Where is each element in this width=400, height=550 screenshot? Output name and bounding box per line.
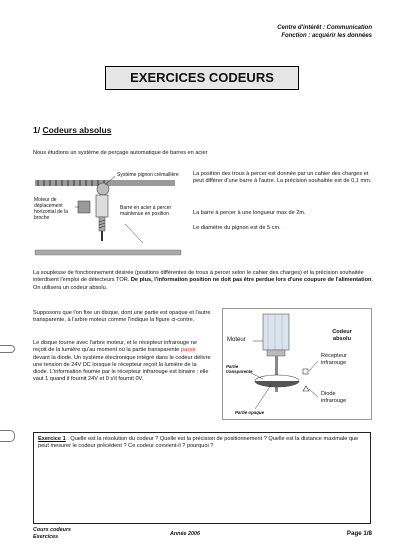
right-text-p2: La barre à percer à une longueur max de 2m. [193,210,306,216]
page-title: EXERCICES CODEURS [105,66,299,90]
receiver [303,369,308,374]
right-text-p3: Le diamètre du pignon est de 5 cm. [193,225,281,231]
spindle [96,195,108,217]
footer-center: Année 2006 [170,531,200,537]
footer-left-line1: Cours codeurs [33,527,72,533]
paragraph-2-end: . On utilisera un codeur absolu. [33,277,373,291]
left-text-p2-a: Le disque tourne avec l'arbre moteur, et le récepteur infrarouge ne reçoit de la lumière qu'au moment où la partie transparente [33,340,198,354]
exercise-text: : Quelle est la résolution du codeur ? Quelle est la précision de positionnement ? Quelle est la distance maximale que peut mesurer le codeur précédent ? Ce codeur convient-il ? pourquoi ? [38,436,359,450]
paragraph-2-normal: La souplesse de fonctionnement désirée (positions différentes de trous à percer selon le cahier des charges) et la précision souhaitée interdisent l'emploi de détecteurs TOR. [33,270,364,284]
label-codeur: Codeur absolu [323,329,361,343]
motor [78,201,90,213]
binder-mark-bottom [0,430,15,442]
paragraph-2-bold: De plus, l'information position ne doit pas être perdue lors d'une coupure de l'alimentation [130,277,372,284]
label-pignon: Système pignon crémaillère [117,172,179,178]
steel-bar [35,250,181,255]
exercise-label: Exercice 1 [38,436,66,442]
left-text-p2-b: devant la diode. Un système électronique intégré dans le codeur délivre une tension de 24V DC lorsque le récepteur reçoit la lumière de la diode. L'information fournie par le récepteur infrarouge est binaire : elle vaut 1 quand il fournit 24V et 0 s'il fournit 0V. [33,354,211,383]
section-number: 1/ [33,125,41,135]
intro-text: Nous étudions un système de perçage automatique de barres en acier [33,150,208,156]
left-text-p1: Supposons que l'on fixe un disque, dont une partie est opaque et l'autre transparente, à l'arbre moteur comme l'indique la figure ci-contre. [33,310,211,324]
label-diode: Diode infrarouge [321,391,347,404]
left-text-p2-red: passe [180,347,196,354]
header-line1: Centre d'intérêt : Communication [277,25,372,31]
footer-page-number: Page 1/8 [346,530,372,537]
binder-mark-top [0,345,15,353]
label-moteur: Moteur de déplacement horizontal de la broche [34,197,68,221]
encoder-figure [222,308,372,420]
label-recepteur: Récepteur infrarouge [321,353,347,366]
header [172,24,372,40]
section-heading [33,125,111,135]
section-title: Codeurs absolus [42,125,112,135]
exercise-box [33,432,371,524]
label-barre: Barre en acier à percer maintenue en position [120,205,172,217]
footer-left-line2: Exercices [33,533,59,540]
label-moteur-2: Moteur [227,337,246,343]
left-text-p2 [33,340,211,384]
label-partie-transparente: Partie transparente [226,364,253,374]
label-partie-opaque: Partie opaque [235,410,265,415]
right-text-p1: La position des trous à percer est donnée par un cahier des charges et peut différer d'une barre à l'autre. La précision souhaitée est de 0,1 mm. [193,171,372,185]
pinion [97,183,109,195]
diode [303,386,309,391]
header-line2: Fonction : acquérir les données [281,33,372,39]
paragraph-2 [33,270,373,292]
motor-body [263,314,289,350]
footer-left [33,527,71,540]
